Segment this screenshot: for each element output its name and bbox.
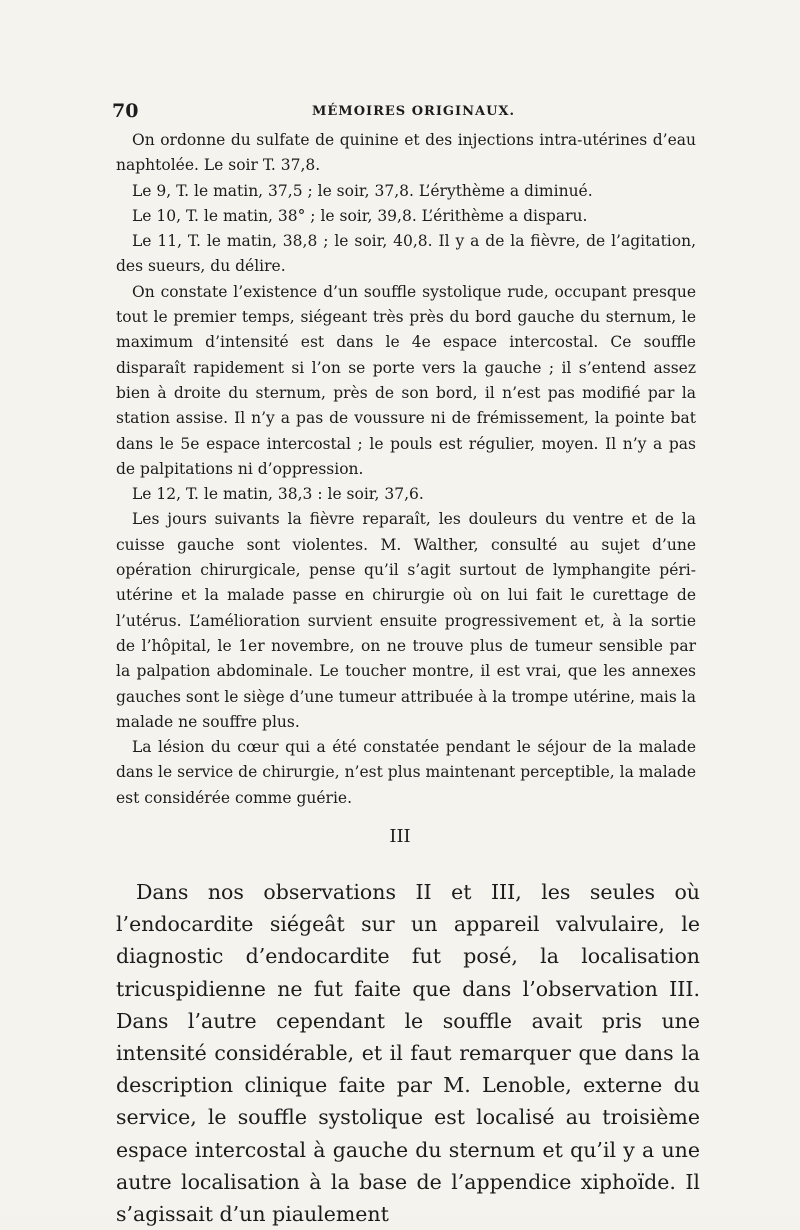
page-number: 70: [112, 100, 139, 122]
running-title: MÉMOIRES ORIGINAUX.: [312, 104, 516, 119]
section-heading: III: [389, 826, 411, 847]
section-text: [116, 876, 700, 1230]
paragraph: Le 9, T. le matin, 37,5 ; le soir, 37,8. L’érythème a diminué.: [132, 181, 593, 200]
paragraph: La lésion du cœur qui a été constatée pendant le séjour de la malade dans le service de chirurgie, n’est plus maintenant perceptible, la malade est considérée comme guérie.: [116, 738, 696, 807]
paragraph: On constate l’existence d’un souffle systolique rude, occupant presque tout le premier temps, siégeant très près du bord gauche du sternum, le maximum d’intensité est dans le 4e espace intercostal. Ce souffle disparaît rapidement si l’on se porte vers la gauche ; il s’entend assez bien à droite du sternum, près de son bord, il n’est pas modifié par la station assise. Il n’y a pas de voussure ni de frémissement, la pointe bat dans le 5e espace intercostal ; le pouls est régulier, moyen. Il n’y a pas de palpitations ni d’oppression.: [116, 282, 696, 478]
paragraph: Le 11, T. le matin, 38,8 ; le soir, 40,8. Il y a de la fièvre, de l’agitation, des sueurs, du délire.: [116, 232, 696, 276]
section-paragraph: Dans nos observations II et III, les seules où l’endocardite siégeât sur un appareil valvulaire, le diagnostic d’endocardite fut posé, la localisation tricuspidienne ne fut faite que dans l’observation III. Dans l’autre cependant le souffle avait pris une intensité considérable, et il faut remarquer que dans la description clinique faite par M. Lenoble, externe du service, le souffle systolique est localisé au troisième espace intercostal à gauche du sternum et qu’il y a une autre localisation à la base de l’appendice xiphoïde. Il s’agissait d’un piaulement: [116, 880, 700, 1227]
body-text: [116, 128, 696, 811]
paragraph: On ordonne du sulfate de quinine et des injections intra-utérines d’eau naphtolée. Le soir T. 37,8.: [116, 131, 696, 175]
paragraph: Le 12, T. le matin, 38,3 : le soir, 37,6.: [132, 485, 424, 504]
running-head: [112, 100, 702, 122]
paragraph: Les jours suivants la fièvre reparaît, les douleurs du ventre et de la cuisse gauche sont violentes. M. Walther, consulté au sujet d’une opération chirurgicale, pense qu’il s’agit surtout de lymphangite péri-utérine et la malade passe en chirurgie où on lui fait le curettage de l’utérus. L’amélioration survient ensuite progressivement et, à la sortie de l’hôpital, le 1er novembre, on ne trouve plus de tumeur sensible par la palpation abdominale. Le toucher montre, il est vrai, que les annexes gauches sont le siège d’une tumeur attribuée à la trompe utérine, mais la malade ne souffre plus.: [116, 510, 696, 731]
paragraph: Le 10, T. le matin, 38° ; le soir, 39,8. L’érithème a disparu.: [132, 206, 588, 225]
